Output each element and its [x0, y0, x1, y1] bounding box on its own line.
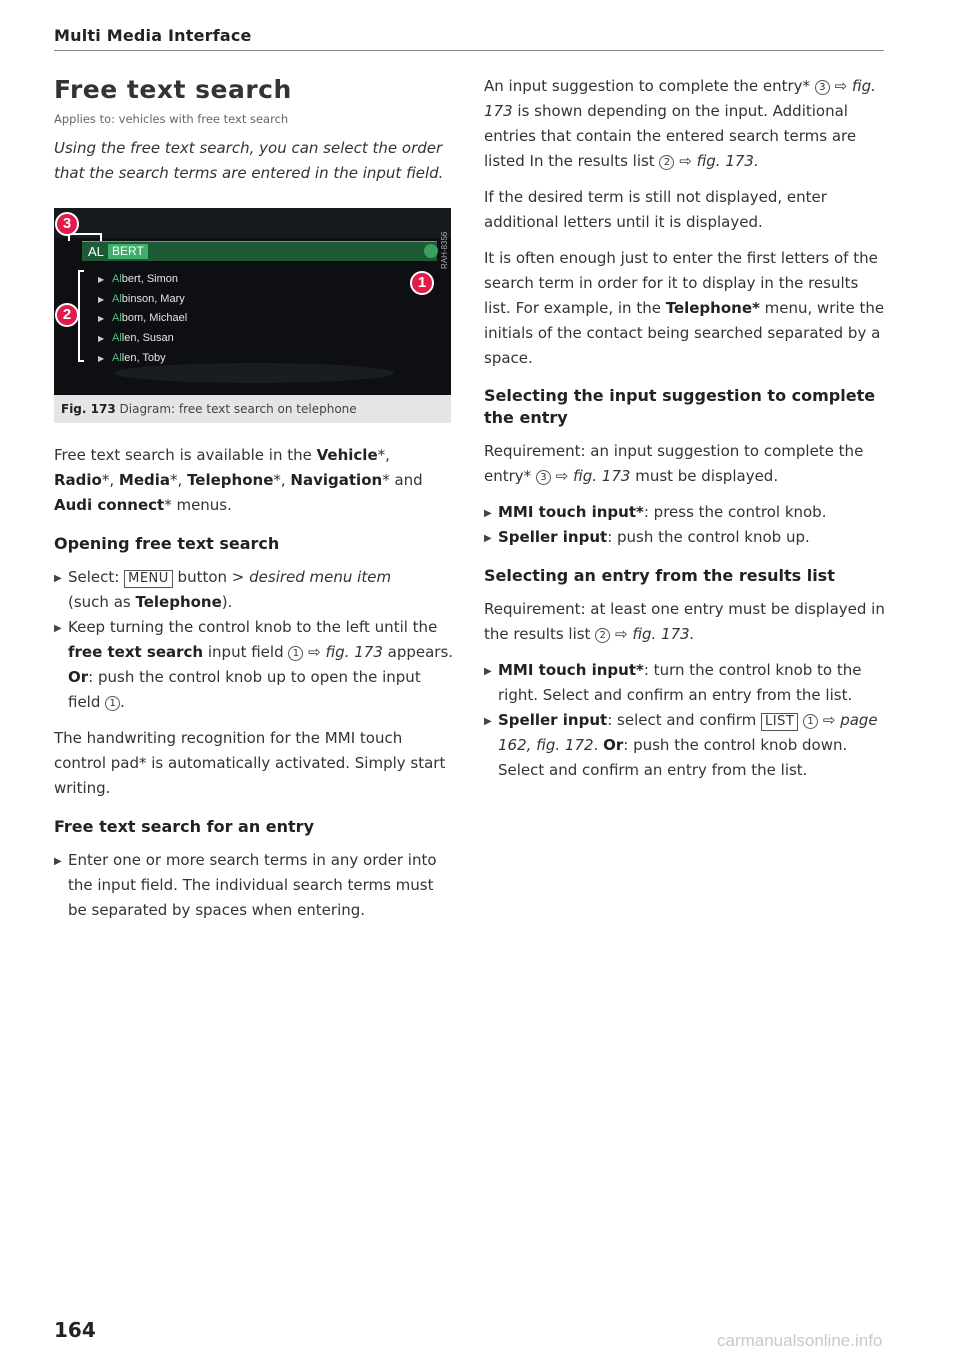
result-match: Al [112, 312, 122, 325]
result-rest: len, Susan [121, 332, 174, 345]
input-typed-text: AL [88, 244, 104, 259]
right-column [484, 74, 888, 783]
figure-top-bar [54, 208, 451, 238]
figure-code: RAH-8356 [440, 231, 449, 269]
results-list-heading: Selecting an entry from the results list [484, 566, 835, 585]
callout-ref-1: 1 [105, 696, 120, 711]
result-rest: binson, Mary [121, 292, 185, 305]
callout-3: 3 [55, 212, 79, 236]
opening-step-turn: ▶ Keep turning the control knob to the left until the free text search input field 1 ⇨ fig. 173 appears. Or: push the control knob up to open the input field 1 . [54, 618, 454, 711]
results-list-requirement: Requirement: at least one entry must be displayed in the results list 2 ⇨ fig. 173. [484, 600, 885, 643]
menu-key: MENU [124, 570, 173, 588]
callout-1: 1 [410, 271, 434, 295]
opening-heading: Opening free text search [54, 534, 280, 553]
callout-2: 2 [55, 303, 79, 327]
result-arrow-icon: ▶ [98, 353, 105, 363]
list-key: LIST [761, 713, 798, 731]
left-column [54, 72, 454, 923]
input-status-dot [424, 244, 438, 258]
chapter-title: Multi Media Interface [54, 26, 252, 45]
callout-ref-1: 1 [803, 714, 818, 729]
bullet-icon: ▶ [54, 856, 62, 867]
select-suggestion-touch-step: ▶ MMI touch input*: press the control knob. [484, 500, 888, 525]
figure-173 [54, 208, 451, 395]
result-match: Al [112, 292, 122, 305]
results-list-touch-step: ▶ MMI touch input*: turn the control knob to the right. Select and confirm an entry from the list. [484, 661, 862, 704]
bullet-icon: ▶ [54, 623, 62, 634]
input-suggestion: BERT [108, 244, 148, 259]
result-rest: bert, Simon [121, 273, 179, 285]
input-field [82, 241, 437, 261]
result-match: Al [112, 332, 122, 345]
suggestion-paragraph: An input suggestion to complete the entry* 3 ⇨ fig. 173 is shown depending on the input. Additional entries that contain the entered search terms are listed In the results list 2 ⇨ fig. 173. [484, 77, 876, 170]
result-arrow-icon: ▶ [98, 294, 105, 304]
section-title: Free text search [54, 75, 292, 104]
additional-letters-paragraph: If the desired term is still not displayed, enter additional letters until it is displayed. [484, 188, 827, 231]
result-item [90, 329, 350, 349]
bullet-icon: ▶ [484, 666, 492, 677]
select-suggestion-heading: Selecting the input suggestion to complete the entry [484, 386, 876, 427]
callout-ref-3: 3 [815, 80, 830, 95]
result-item [90, 270, 350, 290]
page-header [54, 26, 884, 45]
bullet-icon: ▶ [484, 533, 492, 544]
result-arrow-icon: ▶ [98, 275, 105, 284]
callout-ref-2: 2 [659, 155, 674, 170]
result-match: Al [112, 273, 122, 285]
first-letters-paragraph: It is often enough just to enter the first letters of the search term in order for it to display in the results list. For example, in the Telephone* menu, write the initials of the contact being searched separated by a space. [484, 249, 885, 367]
callout-ref-2: 2 [595, 628, 610, 643]
watermark: carmanualsonline.info [717, 1331, 883, 1350]
intro-text: Using the free text search, you can select the order that the search terms are entered in the input field. [54, 139, 444, 182]
entry-step: ▶ Enter one or more search terms in any order into the input field. The individual search terms must be separated by spaces when entering. [54, 851, 437, 919]
result-rest: bom, Michael [121, 312, 188, 325]
opening-step-select: ▶ Select: MENU button > desired menu item (such as Telephone). [54, 568, 392, 611]
applies-to-note: Applies to: vehicles with free text search [54, 112, 289, 126]
result-rest: len, Toby [121, 351, 166, 364]
availability-paragraph: Free text search is available in the Vehicle*, Radio*, Media*, Telephone*, Navigation* and Audi connect* menus. [54, 446, 423, 514]
figure-caption-label: Fig. 173 [61, 402, 116, 416]
header-divider [54, 50, 884, 51]
results-list-speller-step: ▶ Speller input: select and confirm LIST 1 ⇨ page 162, fig. 172. Or: push the control knob down. Select and confirm an entry from the list. [484, 711, 878, 779]
figure-bottom-glow [114, 363, 394, 383]
entry-heading: Free text search for an entry [54, 817, 314, 836]
figure-caption [54, 395, 451, 423]
page-number: 164 [54, 1318, 96, 1342]
handwriting-paragraph: The handwriting recognition for the MMI touch control pad* is automatically activated. Simply start writing. [54, 729, 446, 797]
callout-ref-1: 1 [288, 646, 303, 661]
select-suggestion-speller-step: ▶ Speller input: push the control knob up. [484, 525, 888, 550]
figure-caption-text: Diagram: free text search on telephone [119, 402, 357, 416]
select-suggestion-requirement: Requirement: an input suggestion to complete the entry* 3 ⇨ fig. 173 must be displayed. [484, 442, 864, 485]
result-item [90, 309, 350, 329]
results-list [90, 270, 350, 368]
bullet-icon: ▶ [484, 508, 492, 519]
bullet-icon: ▶ [54, 573, 62, 584]
bullet-icon: ▶ [484, 716, 492, 727]
result-arrow-icon: ▶ [98, 334, 105, 344]
result-arrow-icon: ▶ [98, 314, 105, 324]
result-item [90, 290, 350, 310]
result-match: Al [112, 351, 122, 364]
callout-ref-3: 3 [536, 470, 551, 485]
